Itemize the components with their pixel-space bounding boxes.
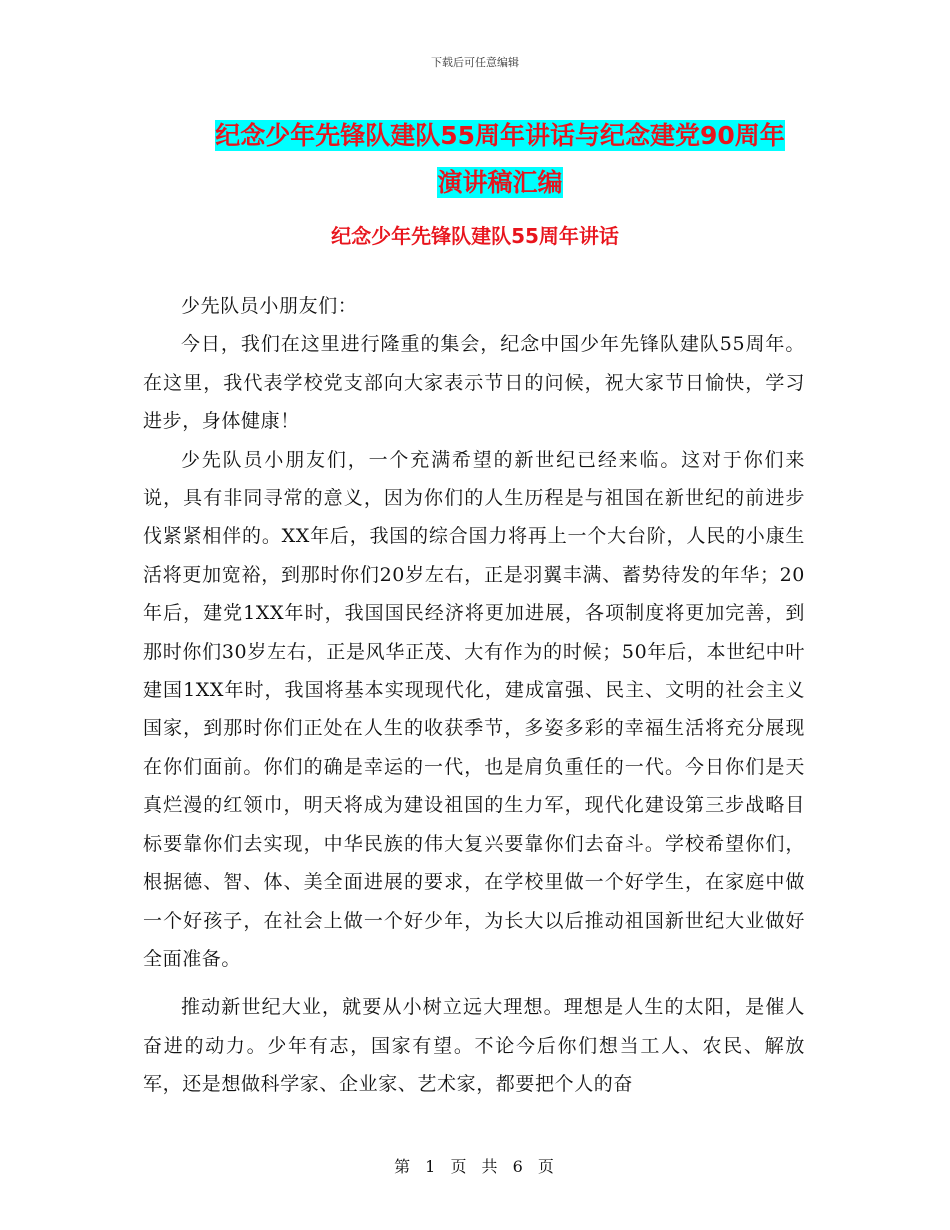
page-number-footer: 第 1 页 共 6 页 (394, 1157, 556, 1176)
paragraph-opening: 今日，我们在这里进行隆重的集会，纪念中国少年先锋队建队55周年。在这里，我代表学校党支部向大家表示节日的问候，祝大家节日愉快，学习进步，身体健康！ (143, 333, 805, 433)
paragraph-new-century: 少先队员小朋友们，一个充满希望的新世纪已经来临。这对于你们来说，具有非同寻常的意义，因为你们的人生历程是与祖国在新世纪的前进步伐紧紧相伴的。XX年后，我国的综合国力将再上一个大台阶，人民的小康生活将更加宽裕，到那时你们20岁左右，正是羽翼丰满、蓄势待发的年华；20年后，建党1XX年时，我国国民经济将更加进展，各项制度将更加完善，到那时你们30岁左右，正是风华正茂、大有作为的时候；50年后，本世纪中叶建国1XX年时，我国将基本实现现代化，建成富强、民主、文明的社会主义国家，到那时你们正处在人生的收获季节，多姿多彩的幸福生活将充分展现在你们面前。你们的确是幸运的一代，也是肩负重任的一代。今日你们是天真烂漫的红领巾，明天将成为建设祖国的生力军，现代化建设第三步战略目标要靠你们去实现，中华民族的伟大复兴要靠你们去奋斗。学校希望你们，根据德、智、体、美全面进展的要求，在学校里做一个好学生，在家庭中做一个好孩子，在社会上做一个好少年，为长大以后推动祖国新世纪大业做好全面准备。 (143, 448, 805, 970)
section-title: 纪念少年先锋队建队55周年讲话 (331, 224, 619, 248)
document-title-line-1: 纪念少年先锋队建队55周年讲话与纪念建党90周年 (215, 121, 785, 150)
paragraph-salutation: 少先队员小朋友们： (181, 295, 358, 317)
header-note: 下载后可任意编辑 (431, 56, 519, 69)
document-body (143, 287, 805, 1104)
document-title-line-2: 演讲稿汇编 (437, 168, 563, 197)
paragraph-ideals: 推动新世纪大业，就要从小树立远大理想。理想是人生的太阳，是催人奋进的动力。少年有志，国家有望。不论今后你们想当工人、农民、解放军，还是想做科学家、企业家、艺术家，都要把个人的奋 (143, 996, 805, 1096)
document-title (150, 112, 850, 206)
